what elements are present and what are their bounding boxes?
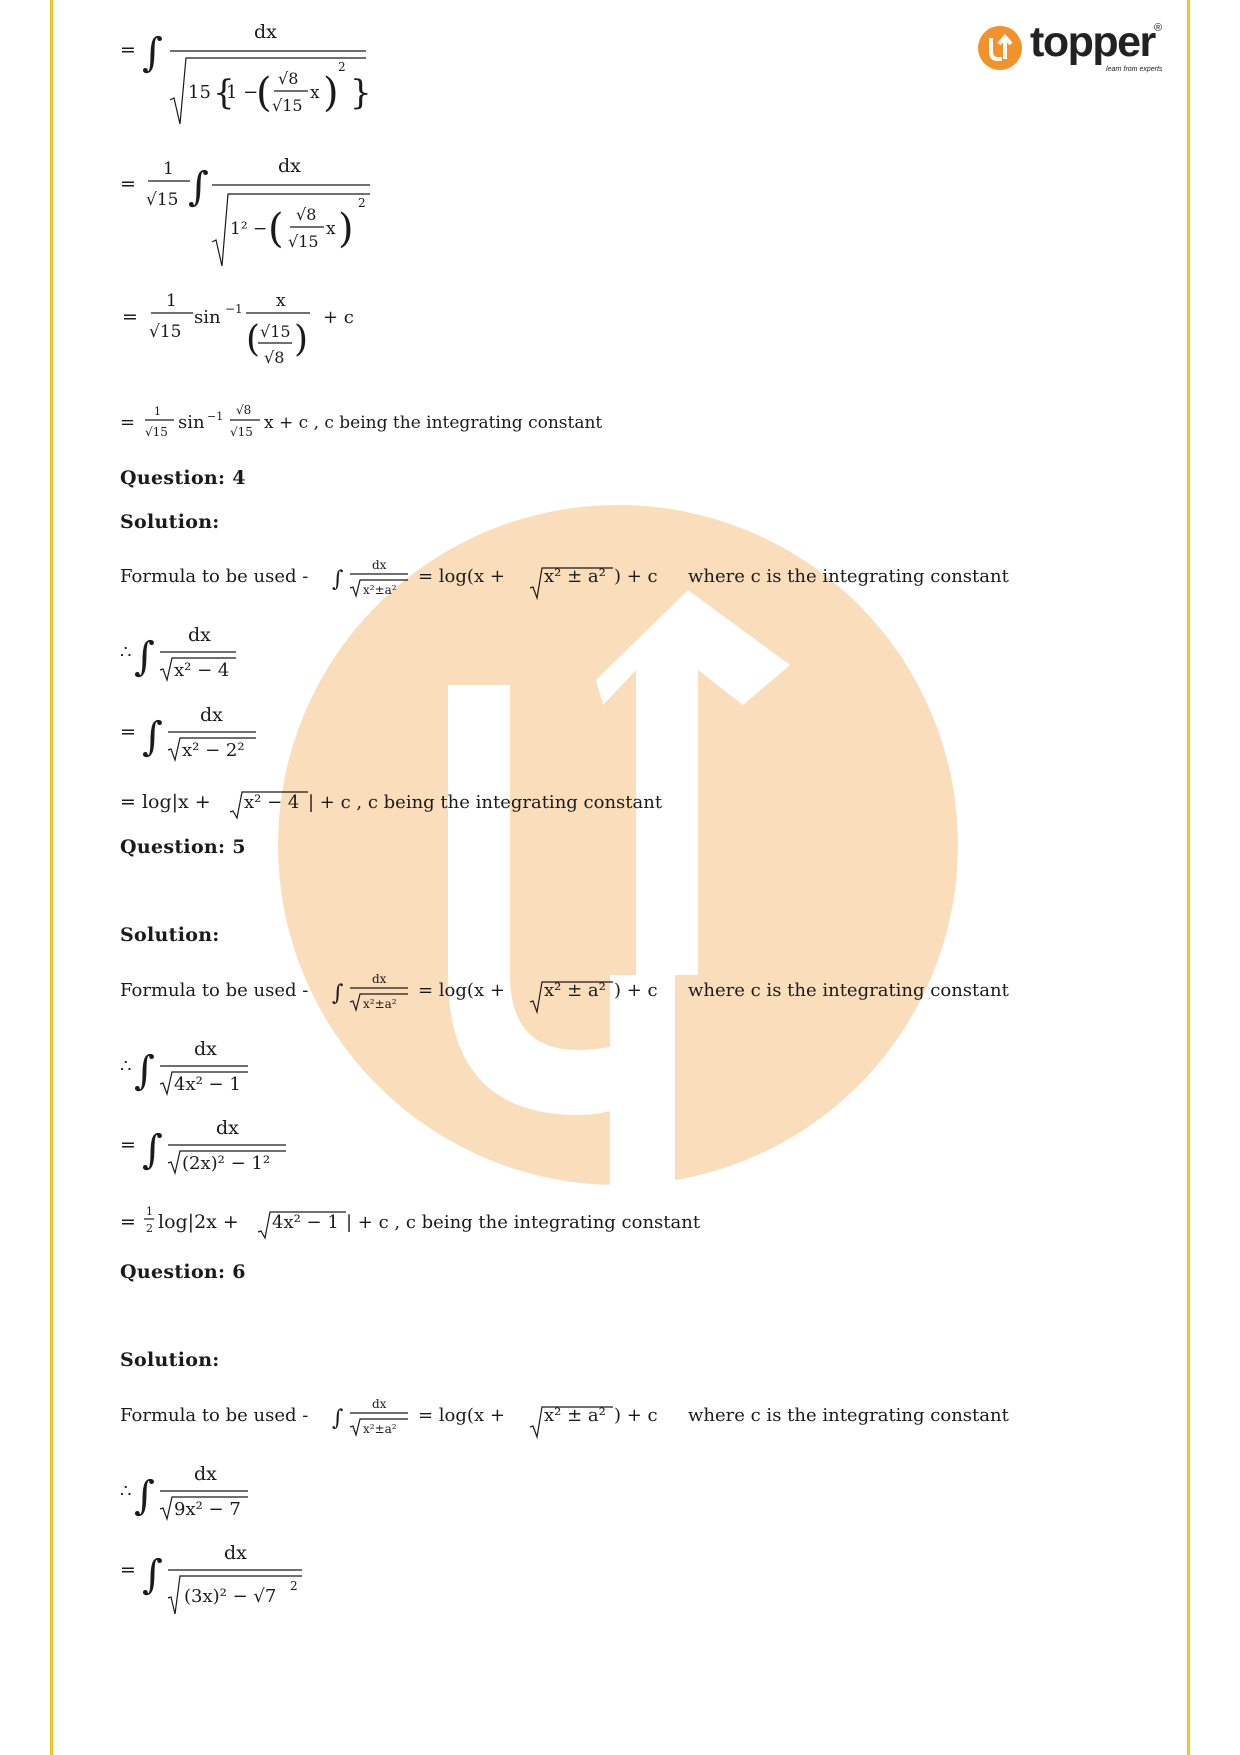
solution-4-heading: Solution: (120, 511, 220, 533)
page-border-right (1187, 0, 1190, 1755)
formula-num: dx (372, 972, 387, 986)
q4-step-1 (118, 620, 318, 689)
eq2-power: 2 (358, 196, 366, 210)
formula-prefix: Formula to be used - (120, 566, 309, 587)
formula-integral: ∫ (332, 1406, 344, 1431)
formula-suffix: where c is the integrating constant (688, 566, 1009, 587)
eq4-root8: √8 (236, 403, 252, 417)
svg-text:): ) (323, 70, 339, 116)
eq1-integral: ∫ (142, 30, 163, 76)
eq1-one-minus: 1 − (226, 82, 259, 103)
formula-num: dx (372, 1397, 387, 1411)
solution-6-heading: Solution: (120, 1349, 220, 1371)
q6-step-1 (118, 1459, 318, 1528)
svg-text:}: } (350, 73, 372, 113)
q5-res-half-num: 1 (146, 1205, 153, 1218)
eq4-root15: √15 (230, 425, 253, 439)
logo-tagline: learn from experts (1106, 66, 1163, 73)
eq3-inverse: −1 (225, 302, 243, 316)
eq1-root8: √8 (278, 69, 299, 88)
eq2-integral: ∫ (188, 164, 209, 210)
eq2-root15: √15 (288, 232, 319, 251)
logo-registered-mark: ® (1154, 22, 1163, 34)
q4-res-b: | + c , c being the integrating constant (308, 792, 663, 813)
svg-text:(: ( (246, 319, 261, 360)
q4-s2-num: dx (200, 704, 223, 726)
q4-s1-num: dx (188, 624, 211, 646)
formula-line-q5 (118, 966, 1058, 1020)
solution-5-heading: Solution: (120, 924, 220, 946)
q6-s1-den: 9x² − 7 (174, 1499, 241, 1520)
q6-step-2 (118, 1538, 358, 1622)
eq1-equals: = (120, 39, 136, 61)
formula-rhs-end: ) + c (614, 980, 658, 1001)
formula-radicand: x² ± a² (544, 980, 606, 1001)
q6-s2-power: 2 (290, 1579, 298, 1593)
equation-3 (118, 285, 378, 389)
q5-s2-integral: ∫ (142, 1127, 163, 1173)
q5-s2-den: (2x)² − 1² (182, 1153, 271, 1174)
formula-integral: ∫ (332, 981, 344, 1006)
formula-integral: ∫ (332, 567, 344, 592)
q5-res-equals: = (120, 1211, 136, 1233)
q5-s1-therefore: ∴ (120, 1056, 132, 1077)
svg-text:{: { (213, 73, 235, 113)
eq2-numerator: dx (278, 155, 301, 177)
question-5-heading: Question: 5 (120, 836, 246, 858)
formula-rhs: = log(x + (418, 566, 505, 587)
question-6-heading: Question: 6 (120, 1261, 246, 1283)
q6-s1-integral: ∫ (134, 1473, 155, 1519)
q5-res-a: log|2x + (158, 1211, 239, 1233)
q4-res-a: = log|x + (120, 791, 211, 813)
formula-den: x²±a² (363, 583, 397, 597)
eq2-x: x (326, 219, 336, 239)
q5-res-radicand: 4x² − 1 (272, 1212, 339, 1233)
logo-u-icon (978, 26, 1022, 70)
formula-rhs-end: ) + c (614, 566, 658, 587)
formula-prefix: Formula to be used - (120, 1405, 309, 1426)
q4-res-radicand: x² − 4 (244, 792, 300, 813)
q4-s1-therefore: ∴ (120, 642, 132, 663)
q6-s2-equals: = (120, 1559, 136, 1581)
eq2-coef-den: √15 (146, 190, 179, 210)
eq4-equals: = (120, 412, 136, 433)
eq2-one-sq: 1² − (230, 219, 268, 239)
q4-result (118, 780, 758, 824)
logo-wordmark: topper (1030, 18, 1155, 66)
formula-den: x²±a² (363, 997, 397, 1011)
q5-step-1 (118, 1034, 318, 1103)
eq2-root8: √8 (296, 205, 317, 224)
eq2-equals: = (120, 173, 136, 195)
eq4-inverse: −1 (207, 410, 224, 423)
svg-text:): ) (338, 206, 354, 252)
eq1-x: x (310, 83, 320, 103)
eq3-plus-c: + c (323, 307, 354, 328)
formula-rhs-end: ) + c (614, 1405, 658, 1426)
q5-s2-num: dx (216, 1117, 239, 1139)
svg-text:): ) (294, 319, 309, 360)
eq1-power: 2 (338, 60, 346, 74)
page-border-left (50, 0, 53, 1755)
eq3-num-x: x (276, 291, 286, 311)
eq3-coef-den: √15 (149, 322, 182, 342)
q4-s2-den: x² − 2² (182, 740, 245, 761)
formula-radicand: x² ± a² (544, 1405, 606, 1426)
q5-s1-num: dx (194, 1038, 217, 1060)
q6-s2-den: (3x)² − √7 (184, 1586, 277, 1607)
q6-s1-therefore: ∴ (120, 1481, 132, 1502)
topper-logo (978, 20, 1178, 78)
question-4-heading: Question: 4 (120, 467, 246, 489)
eq4-sin: sin (178, 412, 205, 433)
formula-suffix: where c is the integrating constant (688, 1405, 1009, 1426)
formula-line-q4 (118, 552, 1058, 606)
eq4-tail: x + c , c being the integrating constant (264, 413, 603, 433)
formula-radicand: x² ± a² (544, 566, 606, 587)
q5-step-2 (118, 1113, 338, 1182)
q5-s1-den: 4x² − 1 (174, 1074, 241, 1095)
q5-s2-equals: = (120, 1134, 136, 1156)
eq3-equals: = (122, 306, 138, 328)
q6-s1-num: dx (194, 1463, 217, 1485)
eq1-numerator: dx (254, 21, 277, 43)
equation-1 (118, 18, 378, 137)
q4-s2-equals: = (120, 721, 136, 743)
equation-2 (118, 150, 398, 279)
eq2-coef-num: 1 (163, 159, 174, 179)
formula-rhs: = log(x + (418, 980, 505, 1001)
svg-text:(: ( (256, 70, 272, 116)
watermark-logo-icon (278, 505, 958, 1185)
formula-rhs: = log(x + (418, 1405, 505, 1426)
q5-s1-integral: ∫ (134, 1048, 155, 1094)
q5-res-b: | + c , c being the integrating constant (346, 1212, 701, 1233)
q4-s1-integral: ∫ (134, 634, 155, 680)
formula-suffix: where c is the integrating constant (688, 980, 1009, 1001)
eq3-coef-num: 1 (166, 291, 177, 311)
svg-text:(: ( (268, 206, 284, 252)
equation-4 (118, 400, 718, 454)
eq1-root15: √15 (272, 96, 303, 115)
q4-step-2 (118, 700, 318, 769)
q6-s2-integral: ∫ (142, 1552, 163, 1598)
formula-den: x²±a² (363, 1422, 397, 1436)
q6-s2-num: dx (224, 1542, 247, 1564)
formula-line-q6 (118, 1391, 1058, 1445)
formula-num: dx (372, 558, 387, 572)
q4-s1-den: x² − 4 (174, 660, 230, 681)
eq4-coef-num: 1 (154, 405, 161, 418)
q5-res-half-den: 2 (146, 1222, 153, 1235)
eq4-coef-den: √15 (145, 425, 168, 439)
formula-prefix: Formula to be used - (120, 980, 309, 1001)
eq3-sin: sin (194, 307, 221, 328)
eq1-fifteen: 15 (188, 82, 211, 103)
q5-result (118, 1200, 798, 1249)
eq3-root8: √8 (264, 348, 285, 367)
q4-s2-integral: ∫ (142, 714, 163, 760)
eq3-root15: √15 (260, 322, 291, 341)
